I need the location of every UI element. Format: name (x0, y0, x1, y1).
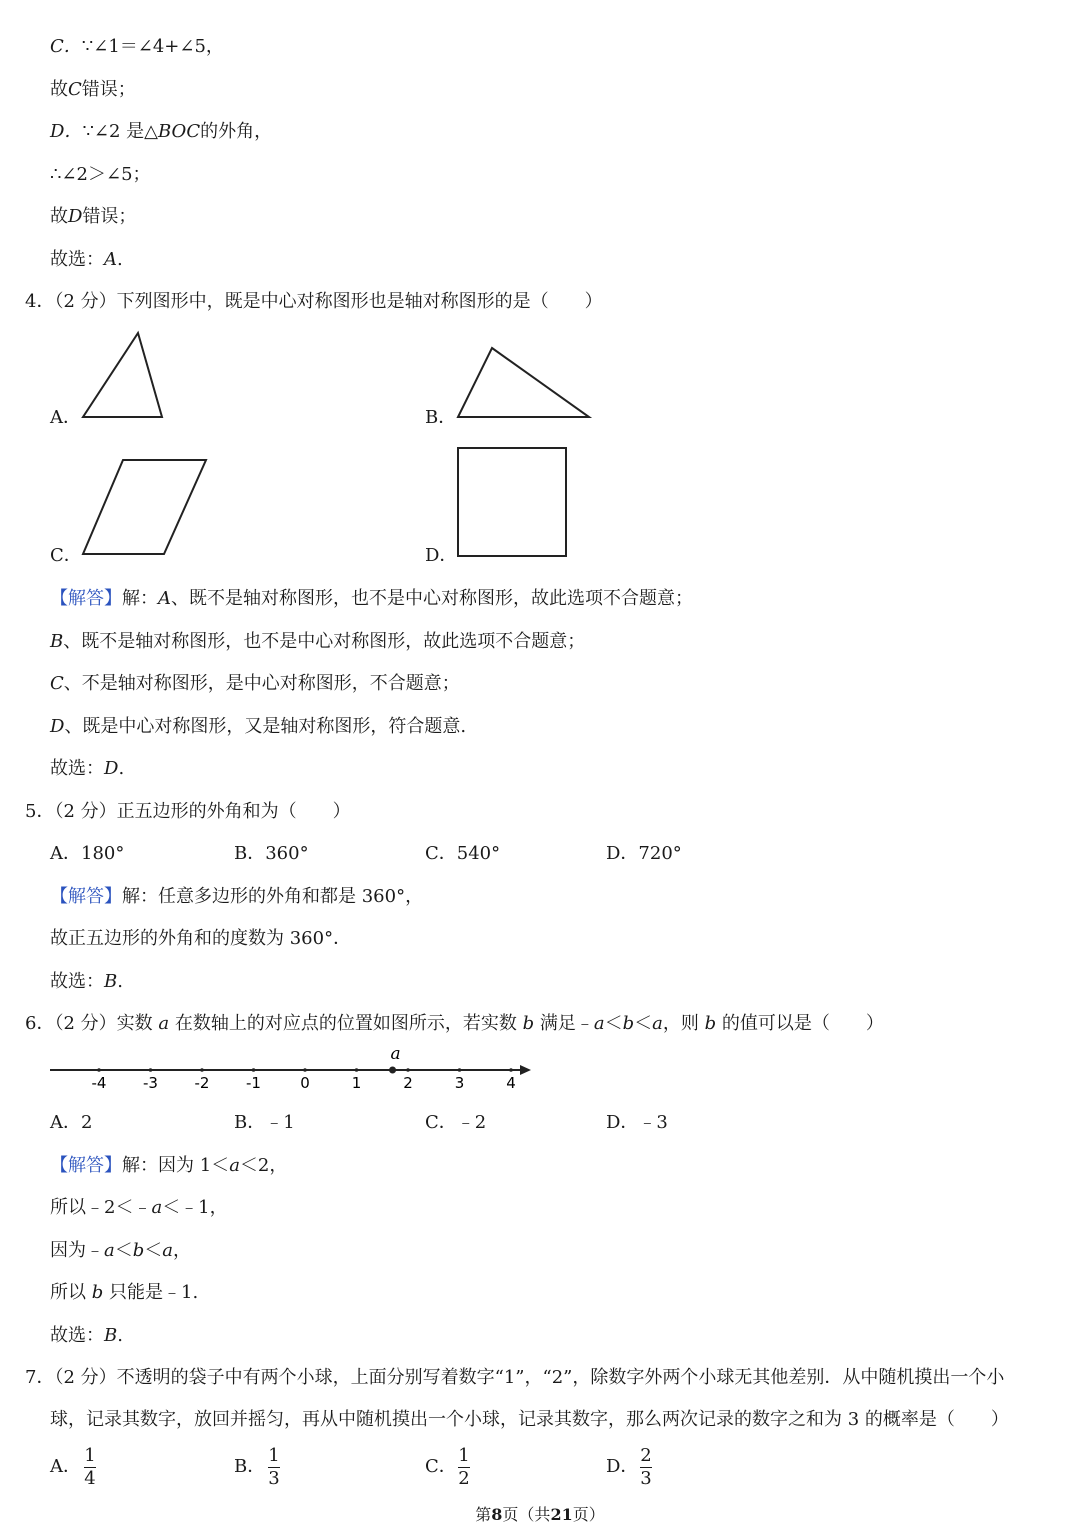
q5-option-b: B．360° (234, 843, 309, 864)
q7-option-c-label: C． (425, 1456, 457, 1477)
prev-d-line: D．∵∠2 是△BOC的外角， (50, 121, 273, 142)
q4-solution-line-4: D、既是中心对称图形，又是轴对称图形，符合题意. (50, 716, 467, 737)
q5-solution-line-2: 故正五边形的外角和的度数为 360°． (50, 928, 352, 949)
tick-label: 2 (403, 1074, 413, 1092)
q5-solution-line-1: 【解答】解：任意多边形的外角和都是 360°， (50, 886, 424, 907)
prev-c-conclusion: 故C错误； (50, 79, 136, 100)
q7-option-d-label: D． (606, 1456, 639, 1477)
tick-label: 0 (300, 1074, 310, 1092)
tick-mark (406, 1068, 410, 1072)
tick-label: -1 (246, 1074, 261, 1092)
q4-stem: 4．（2 分）下列图形中，既是中心对称图形也是轴对称图形的是（ ） (25, 291, 603, 312)
tick-mark (458, 1068, 462, 1072)
tick-mark (97, 1068, 101, 1072)
prev-answer: 故选：A. (50, 249, 123, 270)
q6-answer: 故选：B. (50, 1325, 123, 1346)
prev-d-therefore: ∴∠2＞∠5； (50, 164, 151, 185)
tick-mark (509, 1068, 513, 1072)
q7-option-c-fraction: 1 2 (458, 1445, 470, 1489)
q5-option-c: C．540° (425, 843, 501, 864)
prev-d-conclusion: 故D错误； (50, 206, 137, 227)
q4-answer: 故选：D. (50, 758, 125, 779)
solution-tag: 【解答】 (50, 1155, 122, 1176)
tick-label: -2 (194, 1074, 210, 1092)
q4-shape-d-square (456, 446, 570, 560)
tick-mark (252, 1068, 256, 1072)
q6-option-b: B．﹣1 (234, 1112, 295, 1133)
tick-label: 3 (454, 1074, 465, 1092)
q6-solution-line-4: 所以 b 只能是﹣1. (50, 1282, 199, 1303)
q4-option-a-label: A． (50, 407, 81, 428)
tick-label: -4 (91, 1074, 107, 1092)
tick-label: 4 (506, 1074, 516, 1092)
q6-option-d: D．﹣3 (606, 1112, 668, 1133)
tick-mark (200, 1068, 204, 1072)
q4-option-d-label: D． (425, 545, 458, 566)
point-a-label: a (390, 1044, 401, 1064)
q4-shape-b-triangle (455, 345, 595, 422)
tick-mark (355, 1068, 359, 1072)
q7-stem-line-1: 7．（2 分）不透明的袋子中有两个小球，上面分别写着数字“1”，“2”，除数字外两个小球无其他差别．从中随机摸出一个小 (25, 1367, 1005, 1388)
q6-option-c: C．﹣2 (425, 1112, 487, 1133)
q7-option-d-fraction: 2 3 (640, 1445, 652, 1489)
solution-tag: 【解答】 (50, 588, 122, 609)
q7-option-b-label: B． (234, 1456, 266, 1477)
tick-label: 1 (351, 1074, 362, 1092)
q5-answer: 故选：B. (50, 971, 123, 992)
q4-solution-line-3: C、不是轴对称图形，是中心对称图形，不合题意； (50, 673, 460, 694)
tick-mark (149, 1068, 153, 1072)
q6-option-a: A．2 (50, 1112, 93, 1133)
q6-solution-line-2: 所以﹣2＜﹣a＜﹣1， (50, 1197, 228, 1218)
q4-solution-line-2: B、既不是轴对称图形，也不是中心对称图形，故此选项不合题意； (50, 631, 586, 652)
q4-option-b-label: B． (425, 407, 457, 428)
q6-stem: 6．（2 分）实数 a 在数轴上的对应点的位置如图所示，若实数 b 满足﹣a＜b＜a，则 b 的值可以是（ ） (25, 1013, 884, 1034)
tick-label: -3 (143, 1074, 158, 1092)
q4-option-c-label: C． (50, 545, 82, 566)
solution-tag: 【解答】 (50, 886, 122, 907)
q4-solution-line-1: 【解答】解：A、既不是轴对称图形，也不是中心对称图形，故此选项不合题意； (50, 588, 693, 609)
q5-stem: 5．（2 分）正五边形的外角和为（ ） (25, 801, 351, 822)
q4-shape-a-triangle (80, 330, 170, 422)
q7-option-a-fraction: 1 4 (84, 1445, 96, 1489)
q7-option-b-fraction: 1 3 (268, 1445, 280, 1489)
prev-c-line: C．∵∠1＝∠4+∠5， (50, 36, 224, 57)
point-a-dot (389, 1067, 396, 1074)
tick-mark (303, 1068, 307, 1072)
q6-solution-line-1: 【解答】解：因为 1＜a＜2， (50, 1155, 288, 1176)
q5-option-d: D．720° (606, 843, 682, 864)
q7-option-a-label: A． (50, 1456, 81, 1477)
q5-option-a: A．180° (50, 843, 125, 864)
q6-number-line (48, 1044, 536, 1092)
q4-shape-c-parallelogram (80, 457, 210, 559)
number-line-arrow (520, 1065, 531, 1075)
page-footer: 第8页（共21页） (475, 1505, 605, 1524)
q6-solution-line-3: 因为﹣a＜b＜a， (50, 1240, 191, 1261)
q7-stem-line-2: 球，记录其数字，放回并摇匀，再从中随机摸出一个小球，记录其数字，那么两次记录的数字之和为 3 的概率是（ ） (50, 1409, 1009, 1430)
